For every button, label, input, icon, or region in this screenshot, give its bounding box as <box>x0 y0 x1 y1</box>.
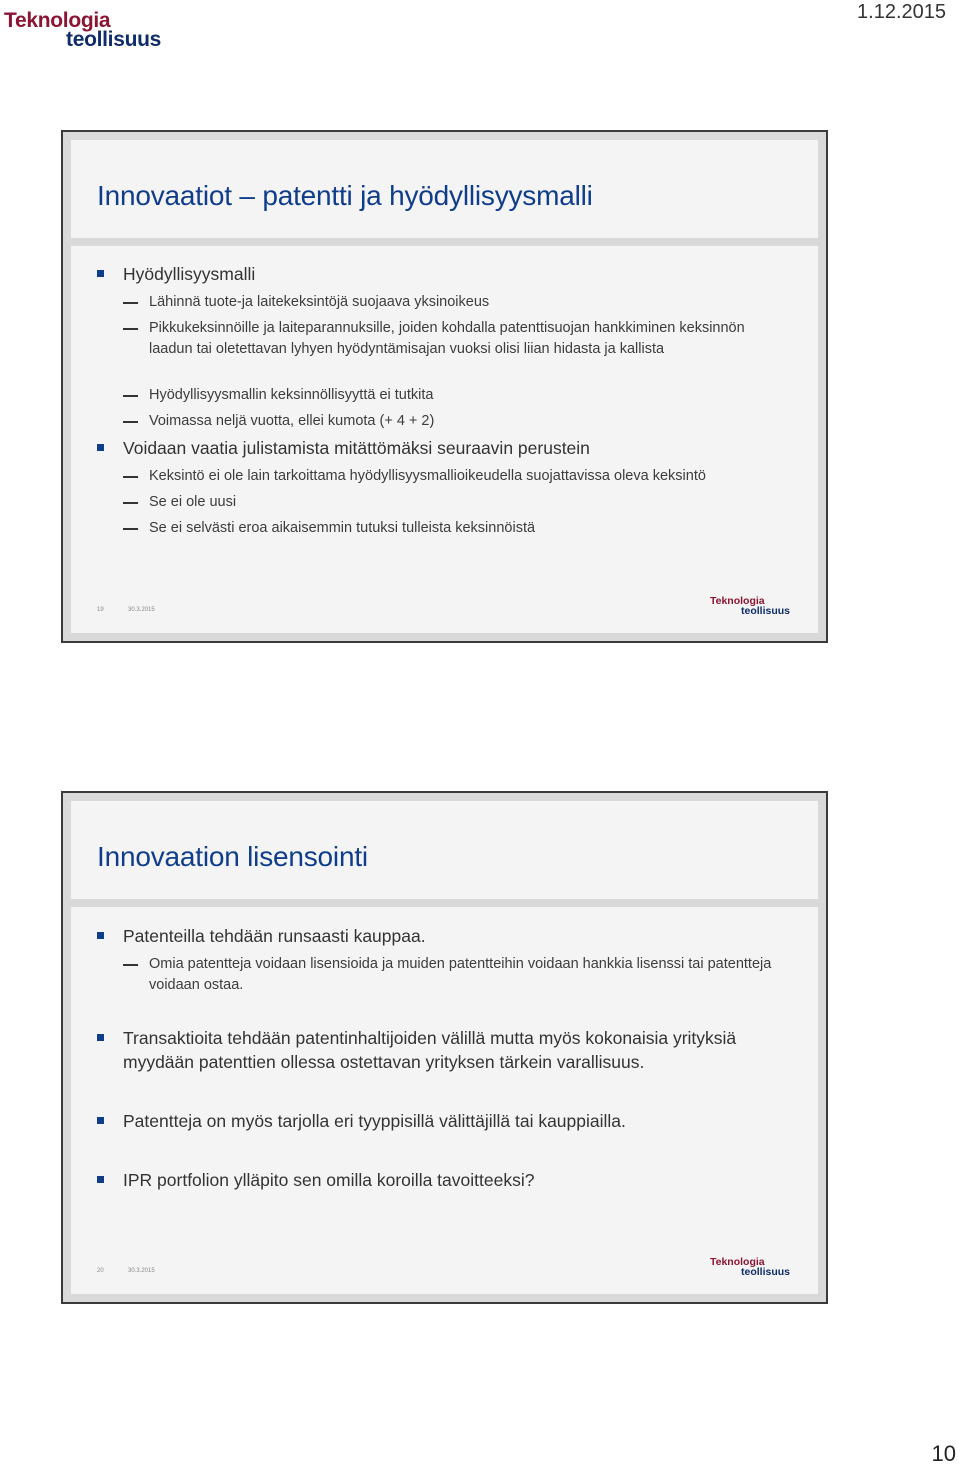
sub-bullet-item: Hyödyllisyysmallin keksinnöllisyyttä ei tutkita <box>149 385 769 406</box>
bullet-item: Transaktioita tehdään patentinhaltijoiden välillä mutta myös kokonaisia yrityksiä myydään patenttien ollessa ostettavan yrityksen tärkein varallisuus. <box>123 1026 803 1074</box>
slide-logo <box>710 596 790 616</box>
slide-logo-line-1: Teknologia <box>709 1256 765 1268</box>
slide-title: Innovaatiot – patentti ja hyödyllisyysmalli <box>97 180 593 211</box>
bullet-item: Hyödyllisyysmalli <box>123 264 256 284</box>
header-date: 1.12.2015 <box>857 1 946 23</box>
slide-logo-line-2: teollisuus <box>740 1265 790 1278</box>
teknologiateollisuus-logo <box>4 10 161 50</box>
sub-bullet-item: Keksintö ei ole lain tarkoittama hyödyllisyysmallioikeudella suojattavissa oleva keksintö <box>149 466 789 487</box>
slide-number: 20 <box>97 1268 104 1274</box>
slide-logo-line-2: teollisuus <box>740 604 790 617</box>
slide-title: Innovaation lisensointi <box>97 841 368 872</box>
slide-body <box>71 907 818 1294</box>
sub-bullet-item: Se ei selvästi eroa aikaisemmin tutuksi tulleista keksinnöistä <box>149 518 769 539</box>
slide-19 <box>61 130 828 643</box>
slide-logo <box>710 1257 790 1277</box>
slide-20 <box>61 791 828 1304</box>
sub-bullet-item: Omia patentteja voidaan lisensioida ja muiden patentteihin voidaan hankkia lisenssi tai patentteja voidaan ostaa. <box>149 954 789 995</box>
bullet-item: IPR portfolion ylläpito sen omilla koroilla tavoitteeksi? <box>123 1168 803 1192</box>
bullet-item: Voidaan vaatia julistamista mitättömäksi seuraavin perustein <box>123 438 590 458</box>
slide-body <box>71 246 818 633</box>
slide-date: 30.3.2015 <box>128 607 155 613</box>
logo-line-2: teollisuus <box>66 28 162 51</box>
sub-bullet-item: Se ei ole uusi <box>149 492 769 513</box>
sub-bullet-item: Voimassa neljä vuotta, ellei kumota (+ 4 + 2) <box>149 411 769 432</box>
bullet-item: Patentteja on myös tarjolla eri tyyppisillä välittäjillä tai kauppiailla. <box>123 1109 803 1133</box>
sub-bullet-item: Lähinnä tuote-ja laitekeksintöjä suojaava yksinoikeus <box>149 292 769 313</box>
slide-title-band <box>71 801 818 899</box>
logo-line-1: Teknologia <box>4 9 111 32</box>
slide-title-band <box>71 140 818 238</box>
slide-date: 30.3.2015 <box>128 1268 155 1274</box>
sub-bullet-item: Pikkukeksinnöille ja laiteparannuksille, joiden kohdalla patenttisuojan hankkiminen keksinnön laadun tai oletettavan lyhyen hyödyntämisajan vuoksi olisi liian hidasta ja kallista <box>149 318 769 359</box>
slide-logo-line-1: Teknologia <box>709 595 765 607</box>
slide-number: 19 <box>97 607 104 613</box>
page-number: 10 <box>931 1441 956 1466</box>
bullet-item: Patenteilla tehdään runsaasti kauppaa. <box>123 924 783 948</box>
